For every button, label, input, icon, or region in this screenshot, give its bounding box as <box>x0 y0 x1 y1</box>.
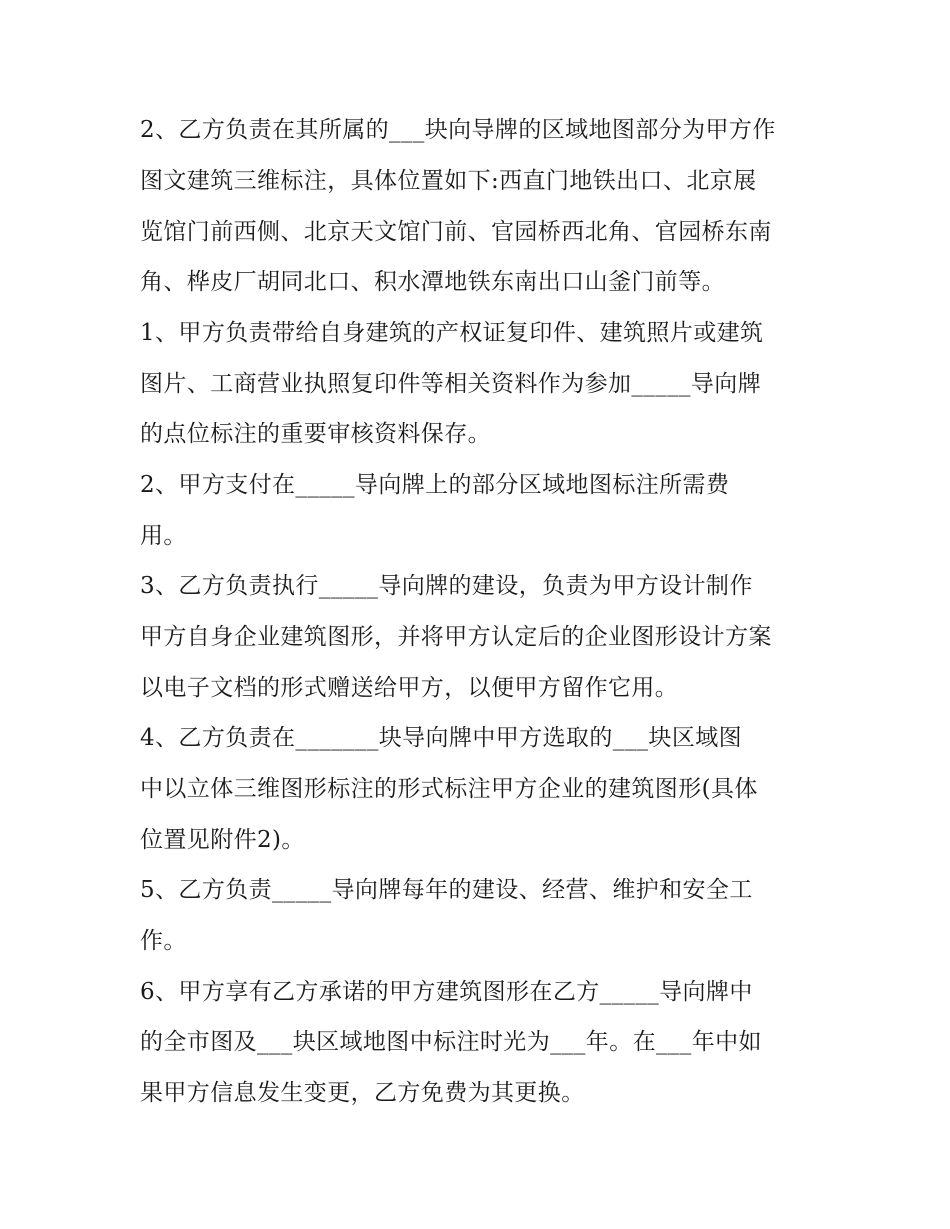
text-line: 果甲方信息发生变更，乙方免费为其更换。 <box>140 1080 585 1106</box>
text-line: 的全市图及___块区域地图中标注时光为___年。在___年中如 <box>140 1029 762 1055</box>
text-line: 甲方自身企业建筑图形，并将甲方认定后的企业图形设计方案 <box>140 624 772 650</box>
text-line: 图文建筑三维标注，具体位置如下:西直门地铁出口、北京展 <box>140 168 757 194</box>
text-line: 图片、工商营业执照复印件等相关资料作为参加_____导向牌 <box>140 371 762 397</box>
text-line: 2、乙方负责在其所属的___块向导牌的区域地图部分为甲方作 <box>140 117 776 143</box>
text-line: 览馆门前西侧、北京天文馆门前、官园桥西北角、官园桥东南 <box>140 219 772 245</box>
text-line: 3、乙方负责执行_____导向牌的建设，负责为甲方设计制作 <box>140 573 753 599</box>
text-line: 2、甲方支付在_____导向牌上的部分区域地图标注所需费 <box>140 472 730 498</box>
text-line: 用。 <box>140 523 187 549</box>
text-line: 4、乙方负责在_______块导向牌中甲方选取的___块区域图 <box>140 725 743 751</box>
text-line: 中以立体三维图形标注的形式标注甲方企业的建筑图形(具体 <box>140 776 758 802</box>
text-line: 的点位标注的重要审核资料保存。 <box>140 421 491 447</box>
text-line: 以电子文档的形式赠送给甲方，以便甲方留作它用。 <box>140 675 679 701</box>
text-line: 6、甲方享有乙方承诺的甲方建筑图形在乙方_____导向牌中 <box>140 979 753 1005</box>
text-line: 角、桦皮厂胡同北口、积水潭地铁东南出口山釜门前等。 <box>140 269 725 295</box>
text-line: 位置见附件2)。 <box>140 827 305 853</box>
text-line: 5、乙方负责_____导向牌每年的建设、经营、维护和安全工 <box>140 877 753 903</box>
text-line: 1、甲方负责带给自身建筑的产权证复印件、建筑照片或建筑 <box>140 320 764 346</box>
text-line: 作。 <box>140 928 187 954</box>
